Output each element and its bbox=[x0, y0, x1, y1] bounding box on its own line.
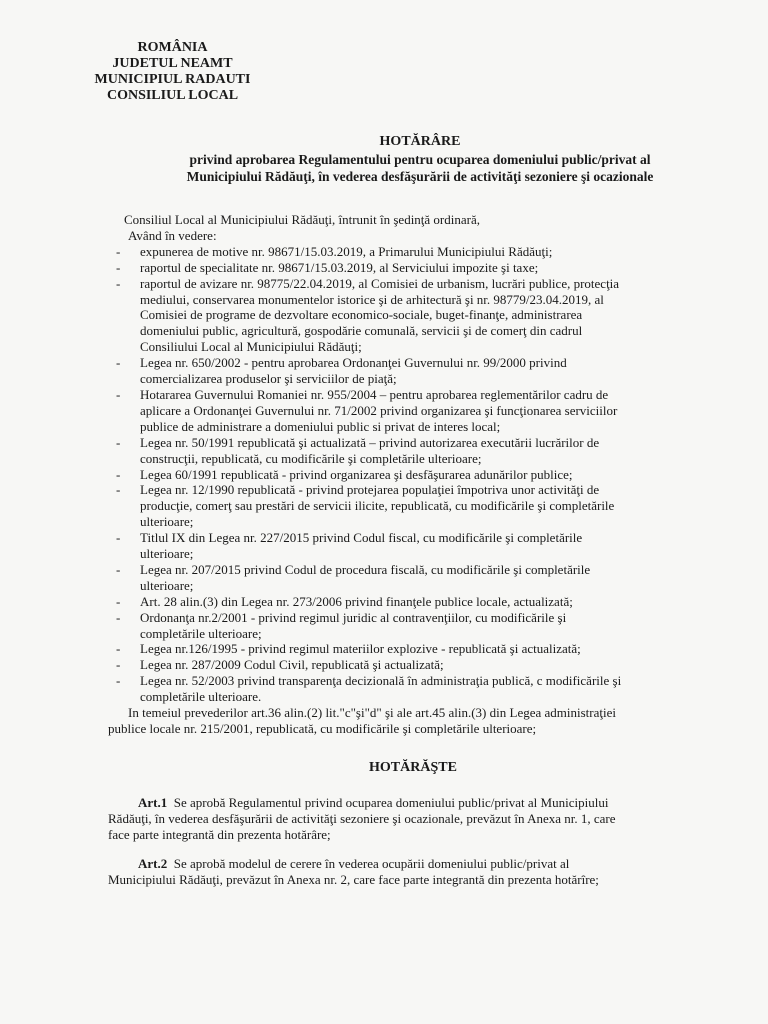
list-item-text bbox=[140, 387, 718, 435]
list-item-line: Art. 28 alin.(3) din Legea nr. 273/2006 privind finanţele publice locale, actualizată; bbox=[140, 593, 573, 609]
list-item-line: publice de administrare a domeniului public si privat de interes local; bbox=[140, 418, 501, 434]
header-country: ROMÂNIA bbox=[137, 40, 208, 55]
list-item bbox=[108, 673, 718, 705]
list-item-line: construcţii, republicată, cu modificările şi completările ulterioare; bbox=[140, 450, 482, 466]
list-item-line: ulterioare; bbox=[140, 546, 194, 562]
list-item-text bbox=[140, 657, 718, 673]
considerations-list bbox=[108, 244, 718, 705]
list-bullet: - bbox=[116, 530, 121, 546]
title-subtitle-line1: privind aprobarea Regulamentului pentru ocuparea domeniului public/privat al bbox=[189, 152, 651, 167]
article-2 bbox=[108, 856, 718, 888]
legal-basis-line1: In temeiul prevederilor art.36 alin.(2) lit."c"şi"d" şi ale art.45 alin.(3) din Legea administraţiei bbox=[128, 705, 616, 721]
list-item-line: completările ulterioare; bbox=[140, 625, 262, 641]
list-item-line: Legea nr. 52/2003 privind transparenţa decizională în administraţia publică, c modificările şi bbox=[140, 673, 622, 689]
list-item-line: domeniului public, agricultură, gospodărie comunală, servicii şi de comerţ din cadrul bbox=[140, 323, 583, 339]
list-item bbox=[108, 530, 718, 562]
list-item-line: producţie, comerţ sau prestări de servicii ilicite, republicată, cu modificările şi completările bbox=[140, 498, 615, 514]
list-item-line: completările ulterioare. bbox=[140, 689, 262, 705]
decides-heading: HOTĂRĂŞTE bbox=[369, 760, 457, 775]
list-bullet: - bbox=[116, 673, 121, 689]
list-item-text bbox=[140, 467, 718, 483]
article-2-line2: Municipiului Rădăuţi, prevăzut în Anexa nr. 2, care face parte integrantă din prezenta hotărîre; bbox=[108, 871, 599, 887]
list-item-line: Comisiei de programe de dezvoltare economico-sociale, buget-finanţe, administrarea bbox=[140, 307, 583, 323]
list-item bbox=[108, 482, 718, 530]
list-item bbox=[108, 657, 718, 673]
article-1-line3: face parte integrantă din prezenta hotărâre; bbox=[108, 826, 331, 842]
legal-basis bbox=[108, 705, 718, 737]
list-bullet: - bbox=[116, 243, 121, 259]
list-item-line: Ordonanţa nr.2/2001 - privind regimul juridic al contravenţiilor, cu modificările şi bbox=[140, 609, 567, 625]
list-item-text bbox=[140, 562, 718, 594]
list-item bbox=[108, 260, 718, 276]
list-item-text bbox=[140, 355, 718, 387]
list-item-line: Legea nr. 207/2015 privind Codul de procedura fiscală, cu modificările şi completările bbox=[140, 561, 591, 577]
list-item-line: ulterioare; bbox=[140, 514, 194, 530]
list-item-line: Hotararea Guvernului Romaniei nr. 955/2004 – pentru aprobarea reglementărilor cadru de bbox=[140, 386, 609, 402]
list-item-line: Legea nr. 50/1991 republicată şi actualizată – privind autorizarea executării lucrărilor de bbox=[140, 434, 600, 450]
list-bullet: - bbox=[116, 434, 121, 450]
intro-line1: Consiliul Local al Municipiului Rădăuţi, întrunit în şedinţă ordinară, bbox=[124, 212, 480, 227]
list-item bbox=[108, 276, 718, 356]
list-item bbox=[108, 610, 718, 642]
list-item-text bbox=[140, 610, 718, 642]
list-item-line: Titlul IX din Legea nr. 227/2015 privind Codul fiscal, cu modificările şi completările bbox=[140, 530, 583, 546]
list-item-text bbox=[140, 641, 718, 657]
article-2-label: Art.2 bbox=[138, 856, 168, 871]
list-item bbox=[108, 467, 718, 483]
list-bullet: - bbox=[116, 641, 121, 657]
list-bullet: - bbox=[116, 593, 121, 609]
list-item bbox=[108, 562, 718, 594]
list-item-text bbox=[140, 530, 718, 562]
list-item bbox=[108, 594, 718, 610]
list-item bbox=[108, 435, 718, 467]
header-council: CONSILIUL LOCAL bbox=[106, 88, 239, 103]
list-item-line: Legea nr. 650/2002 - pentru aprobarea Ordonanţei Guvernului nr. 99/2000 privind bbox=[140, 355, 567, 371]
title-main: HOTĂRÂRE bbox=[379, 134, 461, 149]
list-bullet: - bbox=[116, 259, 121, 275]
list-item-line: Legea nr. 287/2009 Codul Civil, republicată şi actualizată; bbox=[140, 657, 444, 673]
list-item-line: expunerea de motive nr. 98671/15.03.2019, a Primarului Municipiului Rădăuţi; bbox=[140, 243, 553, 259]
list-item-text bbox=[140, 260, 718, 276]
list-item-line: raportul de specialitate nr. 98671/15.03.2019, al Serviciului impozite şi taxe; bbox=[140, 259, 539, 275]
list-item-text bbox=[140, 482, 718, 530]
list-item-line: Legea nr. 12/1990 republicată - privind protejarea populaţiei împotriva unor activităţi de bbox=[140, 482, 600, 498]
list-item-line: raportul de avizare nr. 98775/22.04.2019, al Comisiei de urbanism, lucrări publice, protecţia bbox=[140, 275, 620, 291]
list-bullet: - bbox=[116, 466, 121, 482]
article-1-line1: Se aprobă Regulamentul privind ocuparea domeniului public/privat al Municipiului bbox=[173, 795, 609, 810]
list-item-line: Consiliului Local al Municipiului Rădăuţi; bbox=[140, 339, 362, 355]
list-item bbox=[108, 244, 718, 260]
list-bullet: - bbox=[116, 561, 121, 577]
list-item-line: ulterioare; bbox=[140, 577, 194, 593]
article-1-line2: Rădăuţi, în vederea desfăşurării de activităţi sezoniere şi ocazionale, prevăzut în Anexa nr. 1, care bbox=[108, 810, 616, 826]
list-item-text bbox=[140, 435, 718, 467]
list-item-text bbox=[140, 244, 718, 260]
intro-line2: Având în vedere: bbox=[128, 227, 217, 243]
article-1 bbox=[108, 795, 718, 843]
article-2-line1: Se aprobă modelul de cerere în vederea ocupării domeniului public/privat al bbox=[173, 856, 570, 871]
list-item-line: mediului, conservarea monumentelor istorice şi de arhitectură şi nr. 98779/23.04.2019, al bbox=[140, 291, 604, 307]
issuer-header bbox=[90, 40, 255, 104]
legal-basis-line2: publice locale nr. 215/2001, republicată, cu modificările şi completările ulterioare; bbox=[108, 721, 537, 736]
list-item bbox=[108, 355, 718, 387]
document-title bbox=[120, 133, 720, 185]
title-subtitle-line2: Municipiului Rădăuţi, în vederea desfăşurării de activităţi sezoniere şi ocazionale bbox=[186, 169, 654, 184]
list-bullet: - bbox=[116, 355, 121, 371]
list-item bbox=[108, 641, 718, 657]
list-bullet: - bbox=[116, 657, 121, 673]
list-item-line: Legea nr.126/1995 - privind regimul materiilor explozive - republicată şi actualizată; bbox=[140, 641, 581, 657]
list-item-text bbox=[140, 276, 718, 356]
list-item-line: Legea 60/1991 republicată - privind organizarea şi desfăşurarea adunărilor publice; bbox=[140, 466, 573, 482]
list-item-line: comercializarea produselor şi serviciilor de piaţă; bbox=[140, 371, 397, 387]
list-item-text bbox=[140, 594, 718, 610]
list-item-text bbox=[140, 673, 718, 705]
list-bullet: - bbox=[116, 482, 121, 498]
list-bullet: - bbox=[116, 275, 121, 291]
preamble bbox=[108, 212, 718, 737]
list-item-line: aplicare a Ordonanţei Guvernului nr. 71/2002 privind organizarea şi funcţionarea serviciilor bbox=[140, 402, 618, 418]
article-1-label: Art.1 bbox=[138, 795, 168, 810]
header-county: JUDETUL NEAMT bbox=[112, 56, 233, 71]
list-item bbox=[108, 387, 718, 435]
list-bullet: - bbox=[116, 386, 121, 402]
header-municipality: MUNICIPIUL RADAUTI bbox=[94, 72, 251, 87]
list-bullet: - bbox=[116, 609, 121, 625]
